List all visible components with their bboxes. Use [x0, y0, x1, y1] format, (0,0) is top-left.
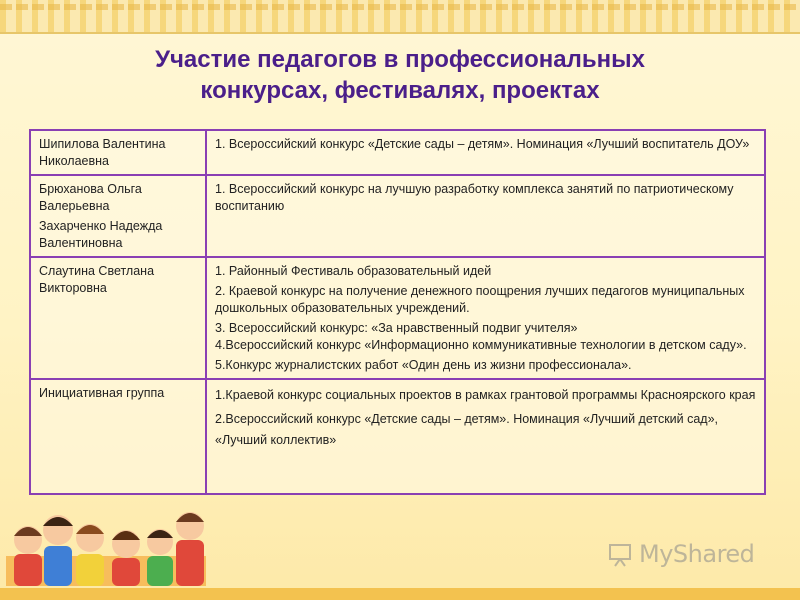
contest-cell	[206, 130, 765, 175]
contest-item: 1.Краевой конкурс социальных проектов в рамках грантовой программы Красноярского края	[215, 388, 756, 402]
contest-item: 5.Конкурс журналистских работ «Один день из жизни профессионала».	[215, 358, 632, 372]
decorative-top-border	[0, 0, 800, 34]
teacher-name: Захарченко Надежда Валентиновна	[39, 219, 163, 250]
contest-item: 1. Всероссийский конкурс на лучшую разработку комплекса занятий по патриотическому воспитанию	[215, 182, 734, 213]
teacher-name-cell	[30, 379, 206, 494]
slide-title	[60, 44, 740, 106]
teacher-name-cell	[30, 257, 206, 379]
table-row	[30, 379, 765, 494]
title-line-2: конкурсах, фестивалях, проектах	[200, 77, 600, 104]
contest-cell	[206, 379, 765, 494]
contest-item: 4.Всероссийский конкурс «Информационно коммуникативные технологии в детском саду».	[215, 338, 747, 352]
contest-item: 1. Всероссийский конкурс «Детские сады – детям». Номинация «Лучший воспитатель ДОУ»	[215, 137, 750, 151]
table-row	[30, 175, 765, 257]
table-row	[30, 257, 765, 379]
contest-item: 1. Районный Фестиваль образовательный идей	[215, 264, 492, 278]
teacher-name-cell	[30, 130, 206, 175]
presentation-board-icon	[607, 541, 633, 567]
watermark-text: MyShared	[639, 540, 755, 568]
decorative-bottom-border	[0, 588, 800, 600]
cartoon-children-icon	[6, 500, 206, 586]
participation-table	[29, 129, 766, 495]
teacher-name-cell	[30, 175, 206, 257]
contest-cell	[206, 257, 765, 379]
teacher-name: Шипилова Валентина Николаевна	[39, 137, 166, 168]
contest-item: 3. Всероссийский конкурс: «За нравственный подвиг учителя»	[215, 321, 578, 335]
table-row	[30, 130, 765, 175]
teacher-name: Брюханова Ольга Валерьевна	[39, 182, 142, 213]
teacher-name: Инициативная группа	[39, 386, 165, 400]
contest-item: 2. Краевой конкурс на получение денежного поощрения лучших педагогов муниципальных дошкольных образовательных учреждений.	[215, 284, 745, 315]
watermark	[607, 537, 767, 571]
title-line-1: Участие педагогов в профессиональных	[155, 46, 645, 73]
contest-cell	[206, 175, 765, 257]
teacher-name: Слаутина Светлана Викторовна	[39, 264, 155, 295]
contest-item: 2.Всероссийский конкурс «Детские сады – детям». Номинация «Лучший детский сад», «Лучший коллектив»	[215, 412, 719, 447]
